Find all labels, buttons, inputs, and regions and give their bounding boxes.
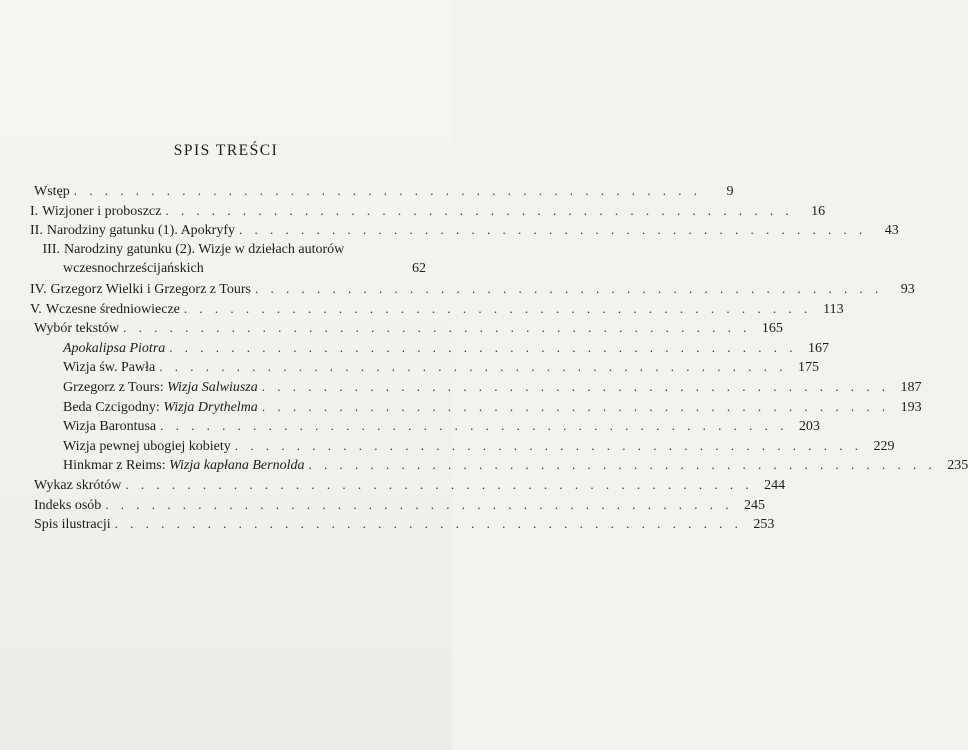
entry-title bbox=[63, 437, 231, 457]
entry-title bbox=[34, 182, 70, 202]
page-number: 113 bbox=[823, 301, 844, 317]
entry-title bbox=[64, 240, 344, 260]
entry-title-text: Beda Czcigodny: bbox=[63, 399, 164, 415]
dot-leader: . . . . . . . . . . . . . . . . . . . . . . . . . . . . . . . . . . . . . . . . . bbox=[125, 476, 754, 492]
dot-leader: . . . . . . . . . . . . . . . . . . . . . . . . . . . . . . . . . . . . . . . . . bbox=[73, 183, 702, 198]
dot-leader: . . . . . . . . . . . . . . . . . . . . . . . . . . . . . . . . . . . . . . . . . bbox=[308, 457, 937, 473]
page-number: 203 bbox=[798, 419, 820, 435]
toc-entry bbox=[34, 240, 426, 260]
toc-entry bbox=[30, 279, 915, 299]
toc-entry bbox=[34, 436, 895, 456]
entry-title bbox=[63, 417, 156, 437]
entry-title-text: Hinkmar z Reims: bbox=[63, 458, 170, 474]
page-number: 62 bbox=[412, 261, 426, 277]
page-number: 235 bbox=[947, 458, 968, 474]
entry-title-italic: Wizja Drythelma bbox=[163, 399, 258, 415]
toc-entry-continuation bbox=[34, 259, 426, 279]
dot-leader: . . . . . . . . . . . . . . . . . . . . . . . . . . . . . . . . . . . . . . . . . bbox=[254, 280, 883, 296]
page-number: 9 bbox=[726, 184, 734, 199]
entry-title-text: Grzegorz Wielki i Grzegorz z Tours bbox=[50, 281, 251, 297]
page-number: 229 bbox=[873, 438, 895, 454]
dot-leader: . . . . . . . . . . . . . . . . . . . . . . . . . . . . . . . . . . . . . . . . . bbox=[234, 437, 863, 453]
entry-title-text: Indeks osób bbox=[34, 497, 102, 513]
chapter-number: I. bbox=[30, 203, 39, 219]
entry-title-text: Narodziny gatunku (1). Apokryfy bbox=[46, 223, 236, 239]
dot-leader: . . . . . . . . . . . . . . . . . . . . . . . . . . . . . . . . . . . . . . . . . bbox=[183, 300, 812, 316]
dot-leader: . . . . . . . . . . . . . . . . . . . . . . . . . . . . . . . . . . . . . . . . . bbox=[261, 398, 890, 414]
chapter-number: V. bbox=[30, 301, 42, 317]
chapter-number: III. bbox=[42, 241, 60, 257]
chapter-number: II. bbox=[30, 223, 43, 239]
entry-title bbox=[47, 221, 235, 241]
dot-leader: . . . . . . . . . . . . . . . . . . . . . . . . . . . . . . . . . . . . . . . . . bbox=[160, 418, 788, 434]
page-number: 193 bbox=[900, 399, 922, 415]
toc-entry bbox=[30, 201, 826, 221]
entry-title-text: Wizja św. Pawła bbox=[63, 360, 156, 376]
table-of-contents bbox=[30, 181, 968, 534]
toc-entry bbox=[34, 495, 766, 515]
page-number: 244 bbox=[764, 477, 786, 493]
dot-leader: . . . . . . . . . . . . . . . . . . . . . . . . . . . . . . . . . . . . . . . . . bbox=[261, 378, 890, 394]
entry-title-text: Wybór tekstów bbox=[34, 321, 120, 337]
entry-title-text: Narodziny gatunku (2). Wizje w dziełach autorów bbox=[64, 241, 345, 257]
page-title: SPIS TREŚCI bbox=[173, 142, 279, 159]
toc-entry bbox=[34, 397, 922, 417]
entry-title bbox=[63, 358, 155, 378]
entry-title bbox=[34, 476, 121, 496]
toc-entry bbox=[34, 357, 819, 377]
entry-title-italic: Wizja Salwiusza bbox=[167, 379, 258, 395]
toc-entry bbox=[34, 377, 922, 397]
entry-title-text: Wizja pewnej ubogiej kobiety bbox=[63, 438, 231, 454]
dot-leader: . . . . . . . . . . . . . . . . . . . . . . . . . . . . . . . . . . . . . . . . . bbox=[169, 339, 798, 355]
entry-title-text: Spis ilustracji bbox=[34, 517, 111, 533]
page-number: 43 bbox=[884, 223, 899, 239]
entry-title-text: Wizjoner i proboszcz bbox=[42, 203, 162, 219]
toc-entry bbox=[30, 299, 844, 319]
entry-title bbox=[63, 378, 258, 398]
page-number: 167 bbox=[808, 340, 830, 356]
toc-entry bbox=[34, 181, 734, 201]
page-number: 16 bbox=[811, 203, 826, 219]
entry-title-text: Wczesne średniowiecze bbox=[45, 301, 180, 317]
entry-title bbox=[34, 496, 101, 516]
entry-title bbox=[63, 339, 165, 359]
toc-entry bbox=[34, 514, 775, 534]
toc-entry bbox=[34, 416, 820, 436]
entry-title-italic: Apokalipsa Piotra bbox=[63, 340, 166, 356]
entry-title-italic: Wizja kapłana Bernolda bbox=[169, 458, 305, 474]
entry-title-continuation: wczesnochrześcijańskich bbox=[63, 261, 204, 277]
page-number: 245 bbox=[744, 497, 766, 513]
entry-title bbox=[50, 280, 250, 300]
dot-leader: . . . . . . . . . . . . . . . . . . . . . . . . . . . . . . . . . . . . . . . . . bbox=[105, 496, 734, 512]
page-number: 93 bbox=[900, 281, 915, 297]
page-number: 253 bbox=[753, 517, 775, 533]
page-number: 175 bbox=[797, 360, 819, 376]
toc-entry bbox=[30, 220, 899, 240]
entry-title bbox=[63, 456, 304, 476]
page-number: 187 bbox=[900, 379, 922, 395]
chapter-number: IV. bbox=[30, 281, 47, 297]
entry-title-text: Wstęp bbox=[34, 184, 70, 199]
entry-title bbox=[42, 202, 161, 222]
dot-leader: . . . . . . . . . . . . . . . . . . . . . . . . . . . . . . . . . . . . . . . . . bbox=[159, 359, 787, 375]
dot-leader: . . . . . . . . . . . . . . . . . . . . . . . . . . . . . . . . . . . . . . . . . bbox=[114, 516, 743, 532]
entry-title bbox=[34, 515, 111, 535]
toc-entry bbox=[34, 338, 830, 358]
dot-leader: . . . . . . . . . . . . . . . . . . . . . . . . . . . . . . . . . . . . . . . . . bbox=[239, 222, 867, 238]
entry-title bbox=[34, 319, 119, 339]
page-number: 165 bbox=[761, 321, 783, 337]
dot-leader: . . . . . . . . . . . . . . . . . . . . . . . . . . . . . . . . . . . . . . . . . bbox=[165, 202, 794, 218]
toc-entry bbox=[34, 455, 968, 475]
entry-title-text: Wykaz skrótów bbox=[34, 477, 122, 493]
toc-entry bbox=[34, 318, 783, 338]
entry-title bbox=[63, 398, 258, 418]
entry-title-text: Grzegorz z Tours: bbox=[63, 379, 168, 395]
dot-leader: . . . . . . . . . . . . . . . . . . . . . . . . . . . . . . . . . . . . . . . . . bbox=[123, 320, 751, 336]
entry-title-text: Wizja Barontusa bbox=[63, 419, 157, 435]
toc-entry bbox=[34, 475, 786, 495]
entry-title bbox=[46, 300, 180, 320]
